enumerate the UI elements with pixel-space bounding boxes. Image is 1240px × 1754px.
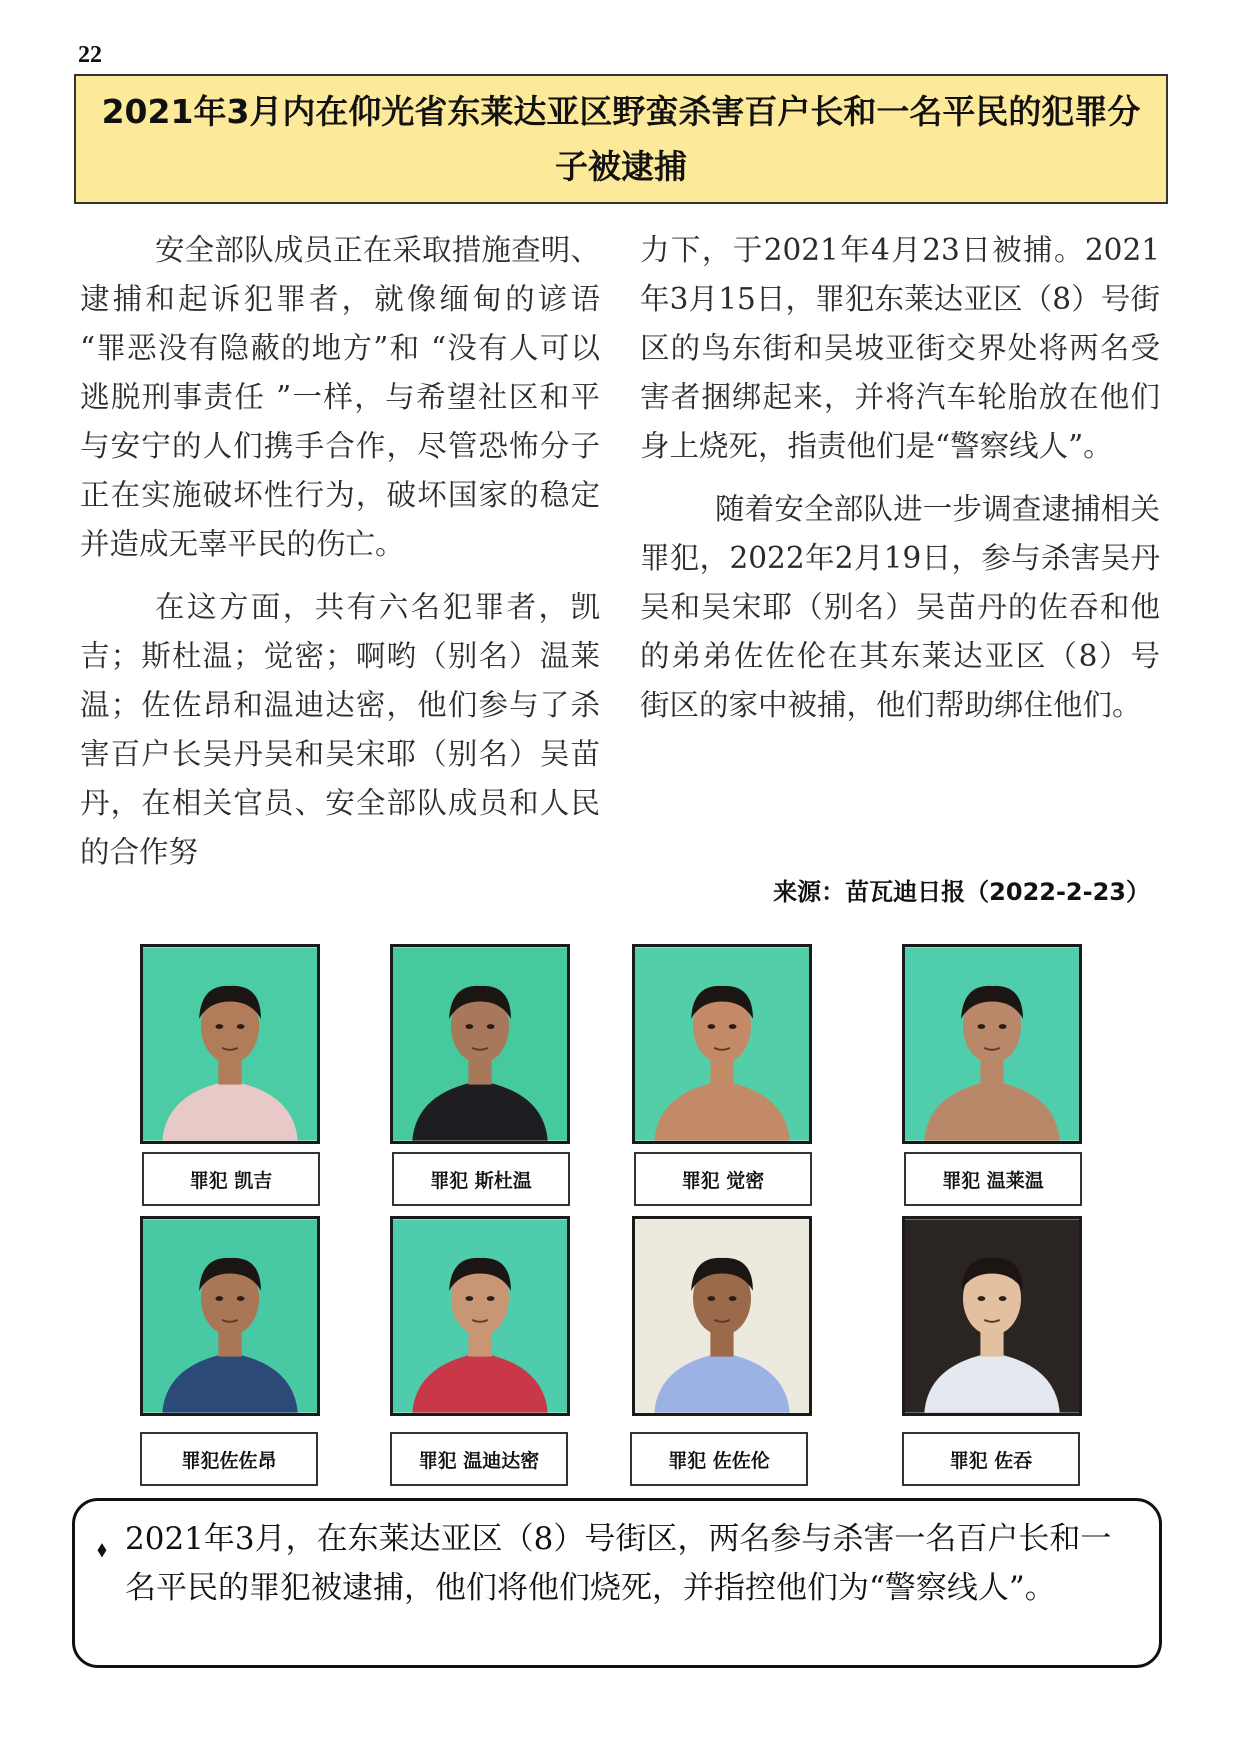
title-banner [74, 74, 1168, 204]
left-paragraph-2: 在这方面，共有六名犯罪者，凯吉；斯杜温；觉密；啊哟（别名）温莱温；佐佐昂和温迪达密，他们参与了杀害百户长吴丹吴和吴宋耶（别名）吴苗丹，在相关官员、安全部队成员和人民的合作努 [80, 590, 600, 869]
suspect-caption: 罪犯 温迪达密 [390, 1432, 568, 1486]
suspect-photo [140, 944, 320, 1144]
suspect-photo [632, 944, 812, 1144]
suspect-caption: 罪犯 佐吞 [902, 1432, 1080, 1486]
source-line: 来源：苗瓦迪日报（2022-2-23） [773, 878, 1150, 906]
right-paragraph-1: 力下，于2021年4月23日被捕。2021年3月15日，罪犯东莱达亚区（8）号街区的鸟东街和吴坡亚街交界处将两名受害者捆绑起来，并将汽车轮胎放在他们身上烧死，指责他们是“警察线人”。 [640, 233, 1160, 463]
left-paragraph-1: 安全部队成员正在采取措施查明、逮捕和起诉犯罪者，就像缅甸的谚语 “罪恶没有隐蔽的地方”和 “没有人可以逃脱刑事责任 ”一样，与希望社区和平与安宁的人们携手合作，尽管恐怖分子正在实施破坏性行为，破坏国家的稳定并造成无辜平民的伤亡。 [80, 233, 600, 561]
suspect-photo [902, 1216, 1082, 1416]
summary-text: 2021年3月，在东莱达亚区（8）号街区，两名参与杀害一名百户长和一名平民的罪犯被逮捕，他们将他们烧死，并指控他们为“警察线人”。 [125, 1521, 1112, 1606]
suspect-photo [140, 1216, 320, 1416]
suspect-caption: 罪犯 凯吉 [142, 1152, 320, 1206]
suspect-caption: 罪犯佐佐昂 [140, 1432, 318, 1486]
suspect-caption: 罪犯 温莱温 [904, 1152, 1082, 1206]
right-paragraph-2: 随着安全部队进一步调查逮捕相关罪犯，2022年2月19日，参与杀害吴丹吴和吴宋耶（别名）吴苗丹的佐吞和他的弟弟佐佐伦在其东莱达亚区（8）号街区的家中被捕，他们帮助绑住他们。 [640, 492, 1160, 722]
suspect-caption: 罪犯 佐佐伦 [630, 1432, 808, 1486]
page-number: 22 [78, 42, 102, 68]
right-column [640, 226, 1160, 730]
suspect-photo [902, 944, 1082, 1144]
left-column [80, 226, 600, 877]
suspect-caption: 罪犯 觉密 [634, 1152, 812, 1206]
bullet-icon: ⬧ [97, 1537, 107, 1562]
suspect-photo [632, 1216, 812, 1416]
summary-box [72, 1498, 1162, 1668]
suspect-photo [390, 1216, 570, 1416]
article-title: 2021年3月内在仰光省东莱达亚区野蛮杀害百户长和一名平民的犯罪分子被逮捕 [101, 92, 1141, 186]
suspect-photo [390, 944, 570, 1144]
suspect-caption: 罪犯 斯杜温 [392, 1152, 570, 1206]
